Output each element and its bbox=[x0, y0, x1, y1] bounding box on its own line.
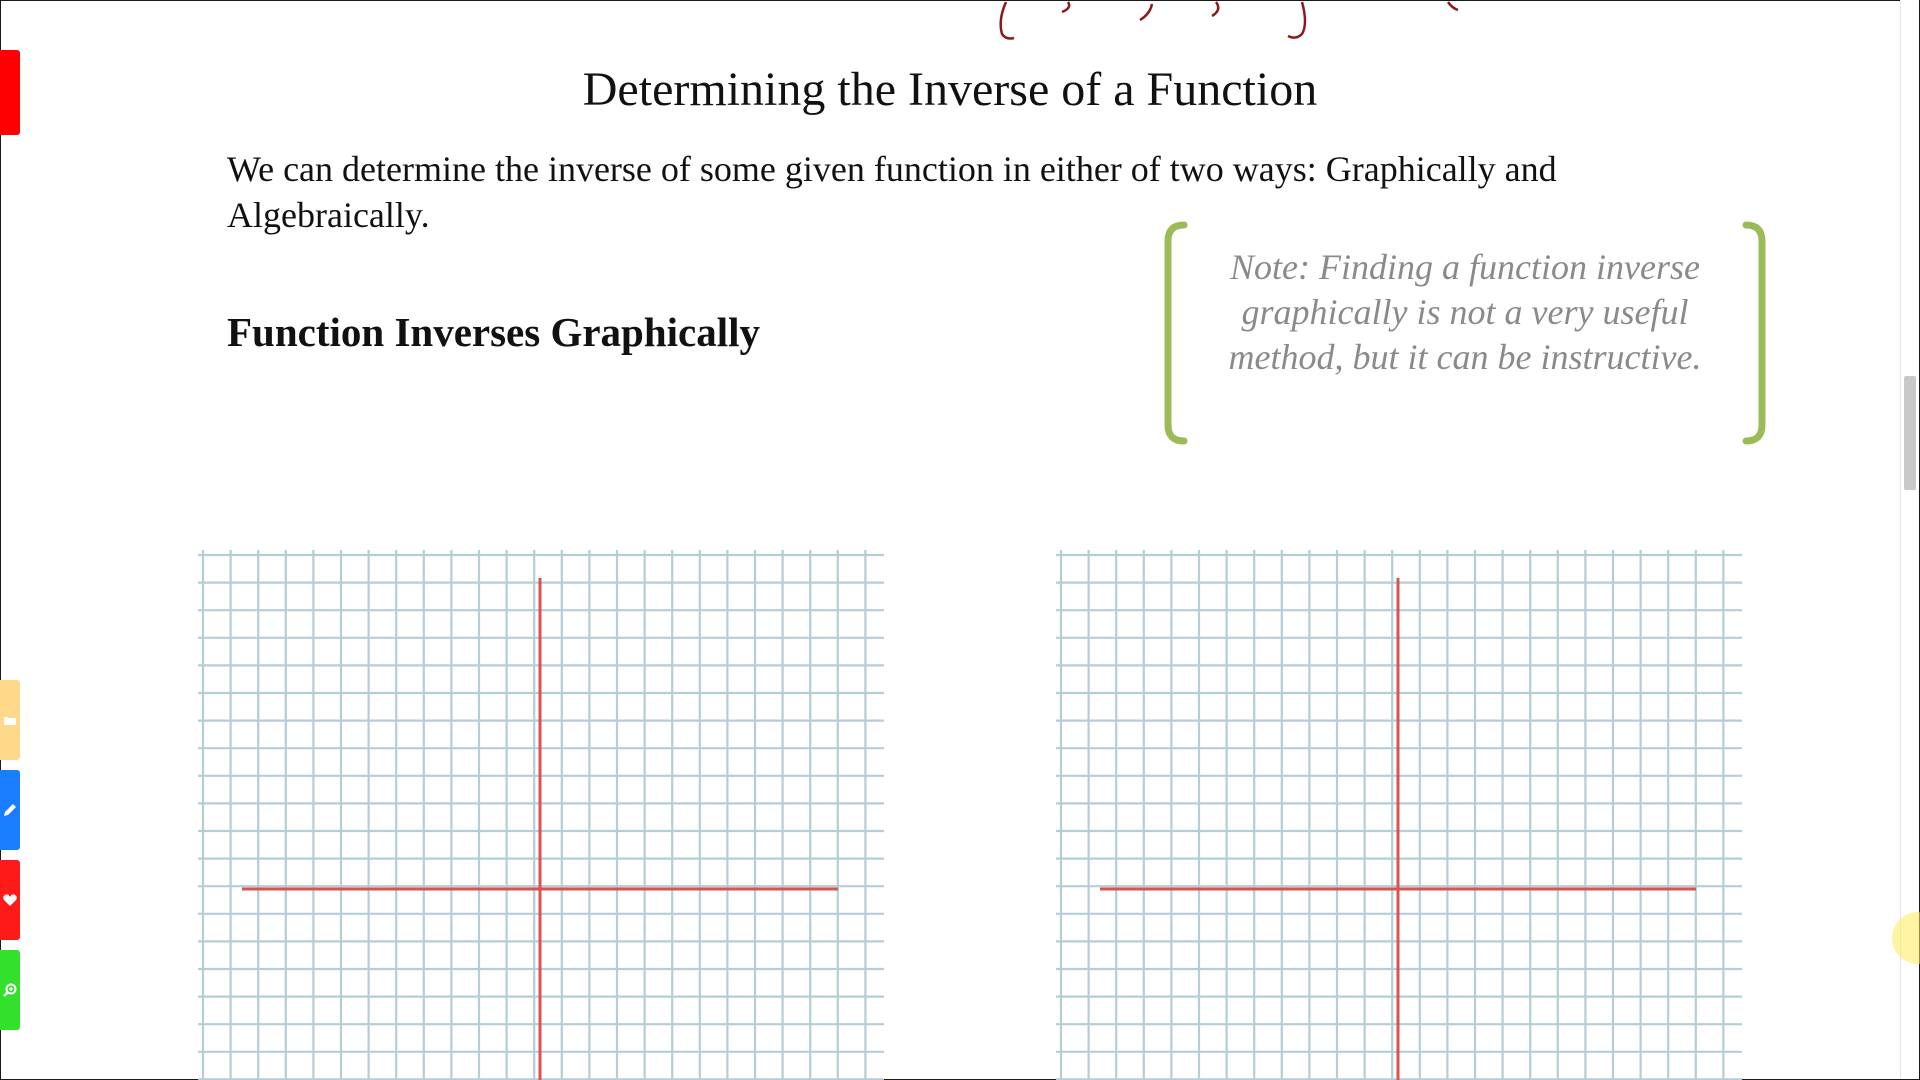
heart-tab[interactable] bbox=[0, 860, 20, 940]
handwriting-fragment bbox=[990, 0, 1490, 45]
graph-paper-left bbox=[198, 550, 884, 1080]
page-title: Determining the Inverse of a Function bbox=[582, 63, 1318, 116]
note-box bbox=[1162, 221, 1768, 445]
zoom-in-icon bbox=[3, 983, 17, 997]
graph-paper-right bbox=[1056, 550, 1742, 1080]
folder-icon bbox=[4, 715, 16, 725]
red-tab[interactable] bbox=[0, 50, 20, 135]
pen-icon bbox=[3, 803, 17, 817]
cursor-highlight bbox=[1892, 912, 1920, 964]
folder-tab[interactable] bbox=[0, 680, 20, 760]
intro-paragraph: We can determine the inverse of some given function in either of two ways: Graphically and Algebraically. bbox=[227, 149, 1557, 235]
zoom-tab[interactable] bbox=[0, 950, 20, 1030]
pen-tab[interactable] bbox=[0, 770, 20, 850]
section-heading: Function Inverses Graphically bbox=[227, 309, 761, 355]
heart-icon bbox=[3, 894, 17, 906]
note-text: Note: Finding a function inverse graphically is not a very useful method, but it can be instructive. bbox=[1228, 247, 1702, 377]
scrollbar-thumb[interactable] bbox=[1904, 376, 1916, 490]
